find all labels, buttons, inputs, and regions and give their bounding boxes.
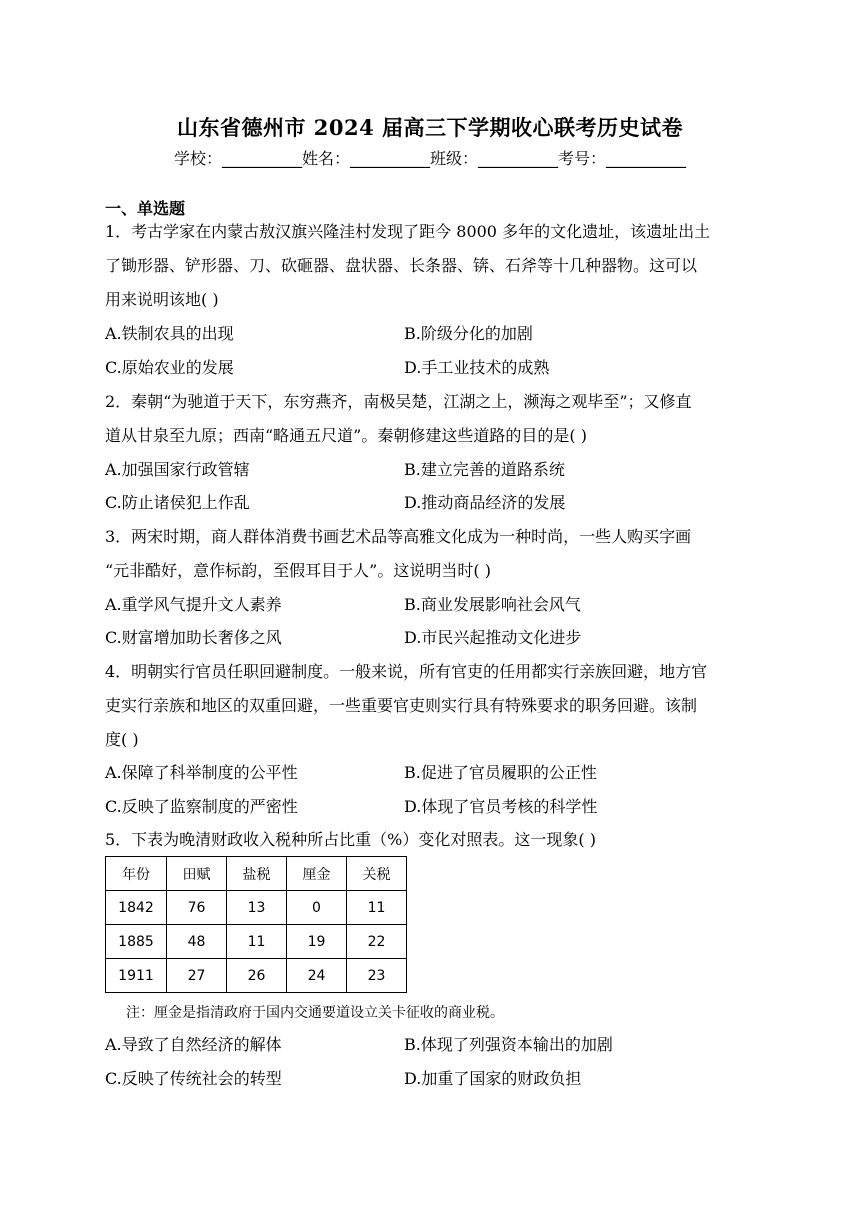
question-text-line: 3．两宋时期，商人群体消费书画艺术品等高雅文化成为一种时尚，一些人购买字画 <box>105 527 692 546</box>
option-d[interactable]: D.体现了官员考核的科学性 <box>404 797 598 816</box>
option-b[interactable]: B.商业发展影响社会风气 <box>404 595 581 614</box>
question-text-line: 道从甘泉至九原；西南“略通五尺道”。秦朝修建这些道路的目的是( ) <box>105 426 587 445</box>
table-cell: 26 <box>227 959 287 993</box>
tax-ratio-table <box>105 856 407 993</box>
question-text-line: 了锄形器、铲形器、刀、砍砸器、盘状器、长条器、锛、石斧等十几种器物。这可以 <box>105 256 698 275</box>
option-d[interactable]: D.市民兴起推动文化进步 <box>404 628 582 647</box>
question-text-line: 吏实行亲族和地区的双重回避，一些重要官吏则实行具有特殊要求的职务回避。该制 <box>105 696 698 715</box>
question-text-line: 1．考古学家在内蒙古敖汉旗兴隆洼村发现了距今 8000 多年的文化遗址，该遗址出土 <box>105 222 711 241</box>
question-text-line: 用来说明该地( ) <box>105 290 219 309</box>
option-a[interactable]: A.保障了科举制度的公平性 <box>105 763 298 782</box>
option-c[interactable]: C.反映了监察制度的严密性 <box>105 797 298 816</box>
option-d[interactable]: D.推动商品经济的发展 <box>404 493 566 512</box>
table-note: 注：厘金是指清政府于国内交通要道设立关卡征收的商业税。 <box>126 1005 504 1021</box>
table-cell: 22 <box>347 925 407 959</box>
exam-title: 山东省德州市 2024 届高三下学期收心联考历史试卷 <box>176 115 684 140</box>
table-cell: 1885 <box>106 925 167 959</box>
option-a[interactable]: A.加强国家行政管辖 <box>105 460 250 479</box>
table-header-cell: 年份 <box>106 857 167 891</box>
option-a[interactable]: A.重学风气提升文人素养 <box>105 595 282 614</box>
table-cell: 1842 <box>106 891 167 925</box>
table-cell: 76 <box>167 891 227 925</box>
student-info-line: 学校：__________姓名：__________班级：__________考号：__________ <box>173 149 686 168</box>
option-d[interactable]: D.手工业技术的成熟 <box>404 358 550 377</box>
option-c[interactable]: C.财富增加助长奢侈之风 <box>105 628 282 647</box>
table-header-cell: 厘金 <box>287 857 347 891</box>
table-cell: 1911 <box>106 959 167 993</box>
table-header-row <box>106 857 407 891</box>
option-d[interactable]: D.加重了国家的财政负担 <box>404 1069 582 1088</box>
question-text-line: “元非酷好，意作标韵，至假耳目于人”。这说明当时( ) <box>105 561 491 580</box>
option-b[interactable]: B.促进了官员履职的公正性 <box>404 763 597 782</box>
table-cell: 48 <box>167 925 227 959</box>
table-row <box>106 891 407 925</box>
table-header-cell: 田赋 <box>167 857 227 891</box>
table-header-cell: 盐税 <box>227 857 287 891</box>
question-text-line: 4．明朝实行官员任职回避制度。一般来说，所有官吏的任用都实行亲族回避，地方官 <box>105 662 708 681</box>
question-text-line: 2．秦朝“为驰道于天下，东穷燕齐，南极吴楚，江湖之上，濒海之观毕至”；又修直 <box>105 392 692 411</box>
option-c[interactable]: C.反映了传统社会的转型 <box>105 1069 282 1088</box>
table-row <box>106 959 407 993</box>
table-cell: 0 <box>287 891 347 925</box>
table-cell: 19 <box>287 925 347 959</box>
table-cell: 23 <box>347 959 407 993</box>
section-heading: 一、单选题 <box>105 199 186 218</box>
question-text-line: 度( ) <box>105 730 139 749</box>
option-b[interactable]: B.建立完善的道路系统 <box>404 460 565 479</box>
table-header-cell: 关税 <box>347 857 407 891</box>
table-cell: 13 <box>227 891 287 925</box>
option-a[interactable]: A.导致了自然经济的解体 <box>105 1035 282 1054</box>
option-b[interactable]: B.阶级分化的加剧 <box>404 324 533 343</box>
table-cell: 11 <box>227 925 287 959</box>
question-text-line: 5．下表为晚清财政收入税种所占比重（%）变化对照表。这一现象( ) <box>105 830 596 849</box>
option-b[interactable]: B.体现了列强资本输出的加剧 <box>404 1035 613 1054</box>
option-c[interactable]: C.防止诸侯犯上作乱 <box>105 493 250 512</box>
option-c[interactable]: C.原始农业的发展 <box>105 358 234 377</box>
table-cell: 24 <box>287 959 347 993</box>
table-cell: 11 <box>347 891 407 925</box>
option-a[interactable]: A.铁制农具的出现 <box>105 324 234 343</box>
table-cell: 27 <box>167 959 227 993</box>
table-row <box>106 925 407 959</box>
